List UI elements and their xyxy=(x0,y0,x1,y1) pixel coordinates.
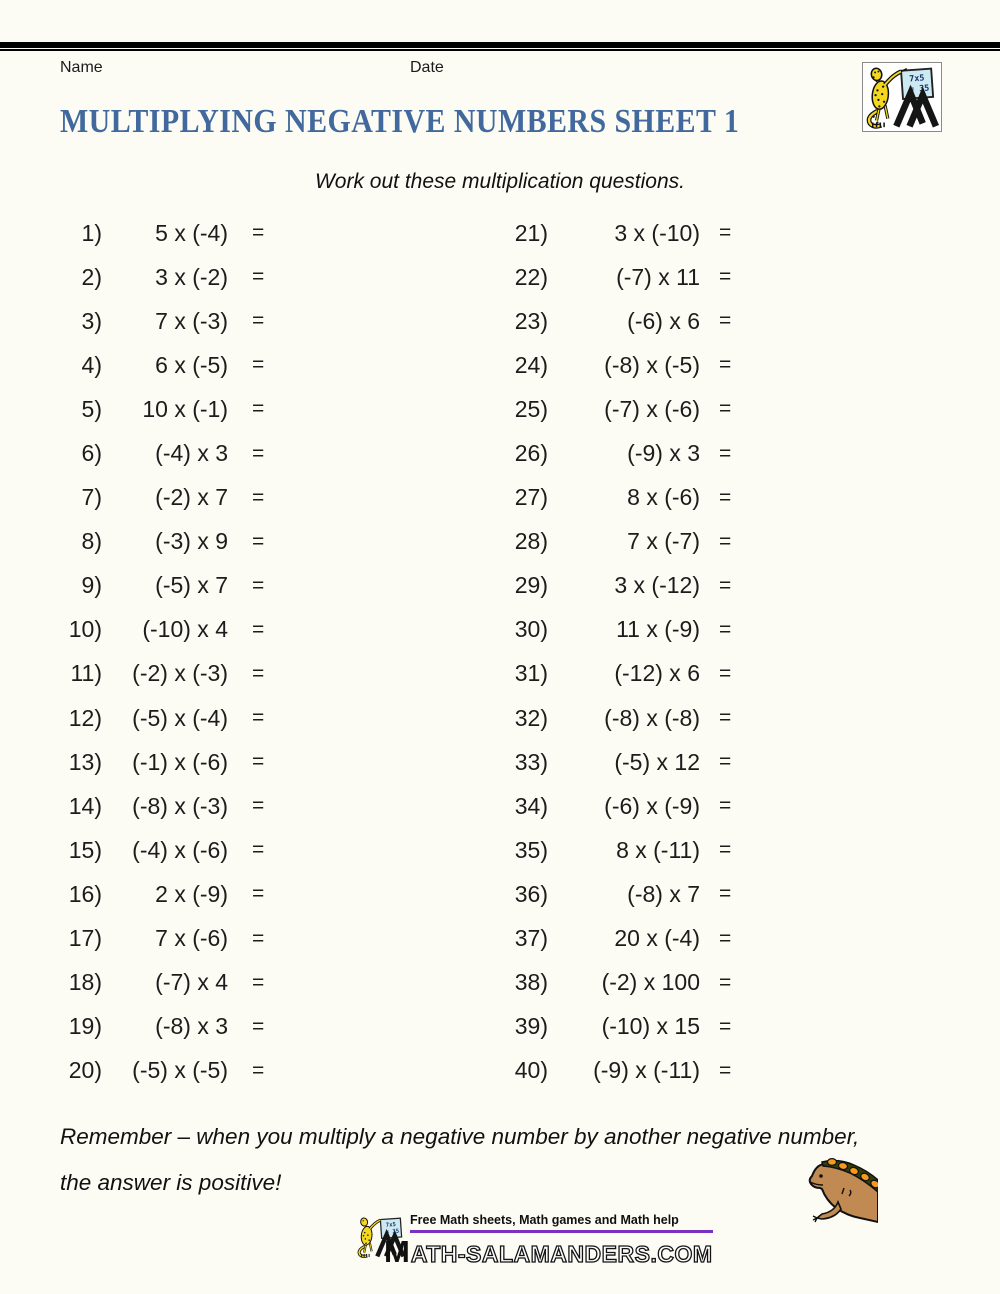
question-expression: (-4) x (-6) xyxy=(132,836,228,863)
equals-sign: = xyxy=(719,706,732,730)
question-row xyxy=(0,255,790,299)
question-row xyxy=(0,608,790,652)
question-number: 38) xyxy=(514,969,548,996)
equals-sign: = xyxy=(719,970,732,994)
question-number: 5) xyxy=(81,395,102,422)
question-number: 30) xyxy=(514,616,548,643)
question-number: 32) xyxy=(514,704,548,731)
question-number: 2) xyxy=(81,263,102,290)
question-expression: (-9) x (-11) xyxy=(593,1057,700,1084)
question-row xyxy=(0,652,790,696)
question-expression: (-5) x 7 xyxy=(155,572,228,599)
question-row xyxy=(0,343,790,387)
question-expression: 5 x (-4) xyxy=(155,219,228,246)
reminder-line-1: Remember – when you multiply a negative number by another negative number, xyxy=(60,1124,860,1149)
question-expression: 8 x (-6) xyxy=(627,484,700,511)
name-label: Name xyxy=(60,59,103,76)
question-number: 27) xyxy=(514,484,548,511)
question-expression: 10 x (-1) xyxy=(142,395,228,422)
math-salamanders-logo xyxy=(862,62,942,132)
question-number: 13) xyxy=(68,748,102,775)
equals-sign: = xyxy=(252,1014,265,1038)
equals-sign: = xyxy=(252,573,265,597)
question-expression: (-5) x (-5) xyxy=(132,1057,228,1084)
question-expression: (-7) x 11 xyxy=(616,263,700,290)
equals-sign: = xyxy=(252,970,265,994)
question-row xyxy=(0,387,790,431)
salamander-whiteboard-icon xyxy=(864,64,940,130)
equals-sign: = xyxy=(719,397,732,421)
question-row xyxy=(0,431,790,475)
equals-sign: = xyxy=(252,617,265,641)
question-expression: 8 x (-11) xyxy=(616,836,700,863)
question-row xyxy=(0,299,790,343)
equals-sign: = xyxy=(719,309,732,333)
question-expression: 20 x (-4) xyxy=(614,925,700,952)
equals-sign: = xyxy=(252,397,265,421)
lizard-illustration-icon xyxy=(808,1152,878,1224)
board-text-line2: = 35 xyxy=(385,1228,400,1236)
question-number: 31) xyxy=(514,660,548,687)
question-expression: 7 x (-3) xyxy=(155,307,228,334)
equals-sign: = xyxy=(719,617,732,641)
question-expression: (-2) x 100 xyxy=(601,969,700,996)
question-expression: 2 x (-9) xyxy=(155,880,228,907)
question-expression: (-10) x 4 xyxy=(142,616,228,643)
equals-sign: = xyxy=(719,529,732,553)
question-number: 18) xyxy=(68,969,102,996)
question-row xyxy=(0,476,790,520)
question-number: 23) xyxy=(514,307,548,334)
equals-sign: = xyxy=(252,441,265,465)
equals-sign: = xyxy=(252,221,265,245)
question-number: 11) xyxy=(70,660,102,687)
question-expression: 7 x (-6) xyxy=(155,925,228,952)
question-expression: (-7) x (-6) xyxy=(604,395,700,422)
questions-grid xyxy=(0,211,790,1093)
equals-sign: = xyxy=(719,882,732,906)
equals-sign: = xyxy=(252,309,265,333)
question-expression: (-8) x (-8) xyxy=(604,704,700,731)
question-number: 22) xyxy=(514,263,548,290)
question-number: 36) xyxy=(514,880,548,907)
equals-sign: = xyxy=(719,1058,732,1082)
question-number: 15) xyxy=(68,836,102,863)
question-expression: (-2) x 7 xyxy=(155,484,228,511)
equals-sign: = xyxy=(719,353,732,377)
question-row xyxy=(0,872,790,916)
equals-sign: = xyxy=(719,1014,732,1038)
site-wordmark-m: M xyxy=(384,1234,410,1269)
equals-sign: = xyxy=(252,926,265,950)
equals-sign: = xyxy=(252,794,265,818)
question-row xyxy=(0,961,790,1005)
question-expression: (-8) x (-5) xyxy=(604,351,700,378)
question-expression: 11 x (-9) xyxy=(616,616,700,643)
equals-sign: = xyxy=(719,750,732,774)
question-row xyxy=(0,917,790,961)
question-number: 12) xyxy=(68,704,102,731)
question-row xyxy=(0,1049,790,1093)
question-expression: 3 x (-2) xyxy=(155,263,228,290)
question-expression: (-5) x (-4) xyxy=(132,704,228,731)
reminder-note xyxy=(60,1114,859,1206)
question-number: 37) xyxy=(514,925,548,952)
equals-sign: = xyxy=(719,485,732,509)
question-number: 14) xyxy=(68,792,102,819)
question-number: 39) xyxy=(514,1013,548,1040)
question-row xyxy=(0,520,790,564)
equals-sign: = xyxy=(252,661,265,685)
question-number: 16) xyxy=(68,880,102,907)
equals-sign: = xyxy=(252,485,265,509)
question-expression: (-2) x (-3) xyxy=(132,660,228,687)
equals-sign: = xyxy=(252,706,265,730)
question-number: 1) xyxy=(81,219,102,246)
question-row xyxy=(0,828,790,872)
site-footer xyxy=(356,1213,713,1270)
question-number: 3) xyxy=(81,307,102,334)
equals-sign: = xyxy=(719,221,732,245)
board-text-line2: = 35 xyxy=(908,82,930,94)
question-expression: (-6) x (-9) xyxy=(604,792,700,819)
question-expression: (-3) x 9 xyxy=(155,528,228,555)
equals-sign: = xyxy=(719,926,732,950)
question-row xyxy=(0,740,790,784)
question-number: 25) xyxy=(514,395,548,422)
equals-sign: = xyxy=(252,750,265,774)
question-expression: (-8) x 3 xyxy=(155,1013,228,1040)
site-wordmark xyxy=(384,1234,713,1270)
equals-sign: = xyxy=(719,441,732,465)
equals-sign: = xyxy=(252,265,265,289)
board-text-line1: 7x5 xyxy=(908,72,925,84)
equals-sign: = xyxy=(252,1058,265,1082)
equals-sign: = xyxy=(719,573,732,597)
question-number: 35) xyxy=(514,836,548,863)
page-title: MULTIPLYING NEGATIVE NUMBERS SHEET 1 xyxy=(60,103,740,140)
question-number: 9) xyxy=(81,572,102,599)
question-number: 8) xyxy=(81,528,102,555)
question-number: 19) xyxy=(68,1013,102,1040)
question-expression: (-1) x (-6) xyxy=(132,748,228,775)
question-expression: (-10) x 15 xyxy=(601,1013,700,1040)
question-expression: (-12) x 6 xyxy=(614,660,700,687)
question-number: 34) xyxy=(514,792,548,819)
question-number: 21) xyxy=(514,219,548,246)
question-expression: (-8) x (-3) xyxy=(132,792,228,819)
question-number: 20) xyxy=(68,1057,102,1084)
question-expression: (-7) x 4 xyxy=(155,969,228,996)
question-number: 17) xyxy=(68,925,102,952)
question-expression: (-8) x 7 xyxy=(627,880,700,907)
question-number: 6) xyxy=(81,440,102,467)
question-number: 40) xyxy=(514,1057,548,1084)
equals-sign: = xyxy=(719,838,732,862)
reminder-line-2: the answer is positive! xyxy=(60,1170,282,1195)
top-rule-thin xyxy=(0,49,1000,51)
equals-sign: = xyxy=(252,353,265,377)
question-expression: 3 x (-10) xyxy=(614,219,700,246)
question-row xyxy=(0,564,790,608)
question-number: 33) xyxy=(514,748,548,775)
equals-sign: = xyxy=(719,794,732,818)
question-number: 26) xyxy=(514,440,548,467)
instruction-text: Work out these multiplication questions. xyxy=(314,170,685,193)
question-expression: (-9) x 3 xyxy=(627,440,700,467)
question-number: 10) xyxy=(68,616,102,643)
equals-sign: = xyxy=(252,882,265,906)
site-wordmark-rest: ATH-SALAMANDERS.COM xyxy=(410,1241,713,1267)
footer-tagline: Free Math sheets, Math games and Math help xyxy=(410,1213,679,1227)
question-number: 29) xyxy=(514,572,548,599)
question-row xyxy=(0,696,790,740)
question-number: 4) xyxy=(81,351,102,378)
equals-sign: = xyxy=(719,265,732,289)
question-number: 24) xyxy=(514,351,548,378)
question-expression: 3 x (-12) xyxy=(614,572,700,599)
equals-sign: = xyxy=(252,838,265,862)
question-row xyxy=(0,1005,790,1049)
question-expression: 6 x (-5) xyxy=(155,351,228,378)
question-expression: (-4) x 3 xyxy=(155,440,228,467)
question-expression: (-5) x 12 xyxy=(614,748,700,775)
question-row xyxy=(0,784,790,828)
date-label: Date xyxy=(410,59,444,76)
question-row xyxy=(0,211,790,255)
question-number: 28) xyxy=(514,528,548,555)
question-number: 7) xyxy=(81,484,102,511)
equals-sign: = xyxy=(719,661,732,685)
question-expression: 7 x (-7) xyxy=(627,528,700,555)
board-text-line1: 7x5 xyxy=(385,1222,397,1229)
equals-sign: = xyxy=(252,529,265,553)
footer-divider xyxy=(410,1230,713,1233)
question-expression: (-6) x 6 xyxy=(627,307,700,334)
